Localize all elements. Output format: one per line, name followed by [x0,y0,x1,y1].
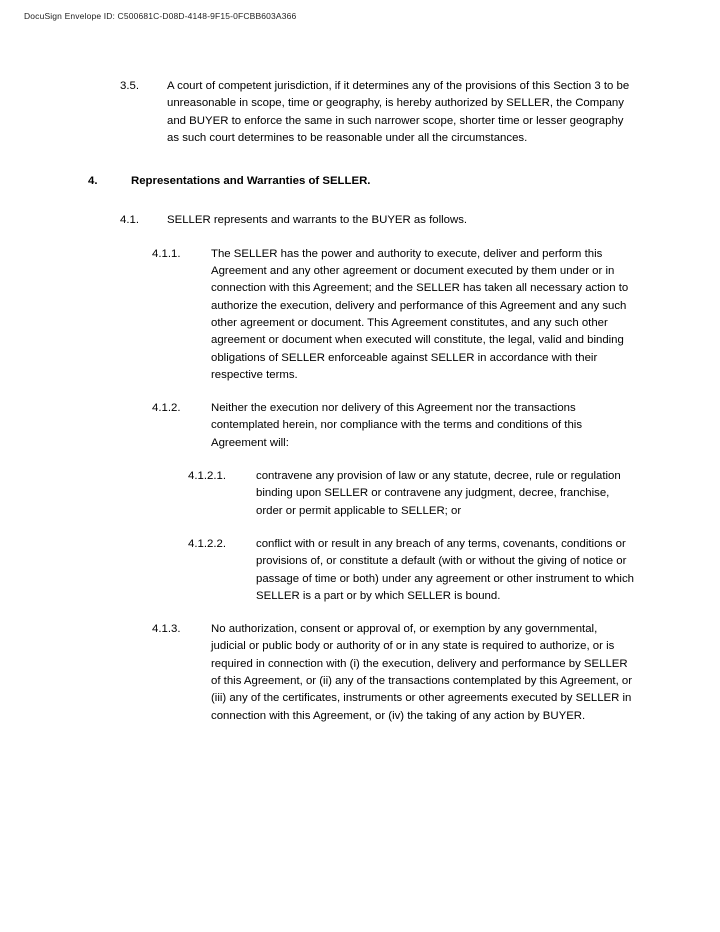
clause-number: 4.1. [120,214,139,227]
clause-number: 3.5. [120,80,139,92]
docusign-envelope-id: DocuSign Envelope ID: C500681C-D08D-4148-9F15-0FCBB603A366 [24,11,297,21]
clause-text: Neither the execution nor delivery of this Agreement nor the transactions contemplated herein, nor compliance with the terms and conditions of this Agreement will: [211,402,583,449]
clause-number: 4.1.2. [152,402,181,415]
section-number: 4. [88,175,98,188]
clause-4-1-2-2 [188,536,720,605]
clause-4-1-2 [152,400,720,452]
clause-number: 4.1.3. [152,623,181,636]
clause-text: SELLER represents and warrants to the BUYER as follows. [167,214,468,227]
clause-4-1-1 [152,246,720,384]
clause-number: 4.1.1. [152,247,181,260]
clause-text: contravene any provision of law or any statute, decree, rule or regulation binding upon SELLER or contravene any judgment, decree, franchise, order or permit applicable to SELLER; or [256,470,621,517]
clause-4-1-2-1 [188,468,720,520]
clause-text: No authorization, consent or approval of, or exemption by any governmental, judicial or public body or authority of or in any state is required to authorize, or is required in connection with (i) the execution, delivery and performance by SELLER of this Agreement, or (ii) any of the transactions contemplated by this Agreement, or (iii) any of the certificates, instruments or other agreements executed by SELLER in connection with this Agreement, or (iv) the taking of any action by BUYER. [211,623,633,722]
clause-number: 4.1.2.2. [188,537,226,550]
section-title: Representations and Warranties of SELLER. [131,175,371,188]
clause-text: A court of competent jurisdiction, if it determines any of the provisions of this Section 3 to be unreasonable in scope, time or geography, is hereby authorized by SELLER, the Company and BUYER to enforce the same in such narrower scope, shorter time or lesser geography as such court determines to be reasonable under all the circumstances. [167,80,630,144]
section-heading-4 [88,173,720,190]
clause-4-1-3 [152,621,720,725]
clause-3-5 [120,78,720,147]
clause-text: conflict with or result in any breach of any terms, covenants, conditions or provisions of, or constitute a default (with or without the giving of notice or passage of time or both) under any agreement or other instrument to which SELLER is a part or by which SELLER is bound. [256,537,634,602]
clause-text: The SELLER has the power and authority to execute, deliver and perform this Agreement and any other agreement or document executed by them under or in connection with this Agreement; and the SELLER has taken all necessary action to authorize the execution, delivery and performance of this Agreement and any such other agreement or document. This Agreement constitutes, and any such other agreement or document when executed will constitute, the legal, valid and binding obligations of SELLER enforceable against SELLER in accordance with their respective terms. [211,247,629,381]
document-body [0,78,720,741]
clause-4-1 [120,212,720,229]
clause-number: 4.1.2.1. [188,470,226,483]
